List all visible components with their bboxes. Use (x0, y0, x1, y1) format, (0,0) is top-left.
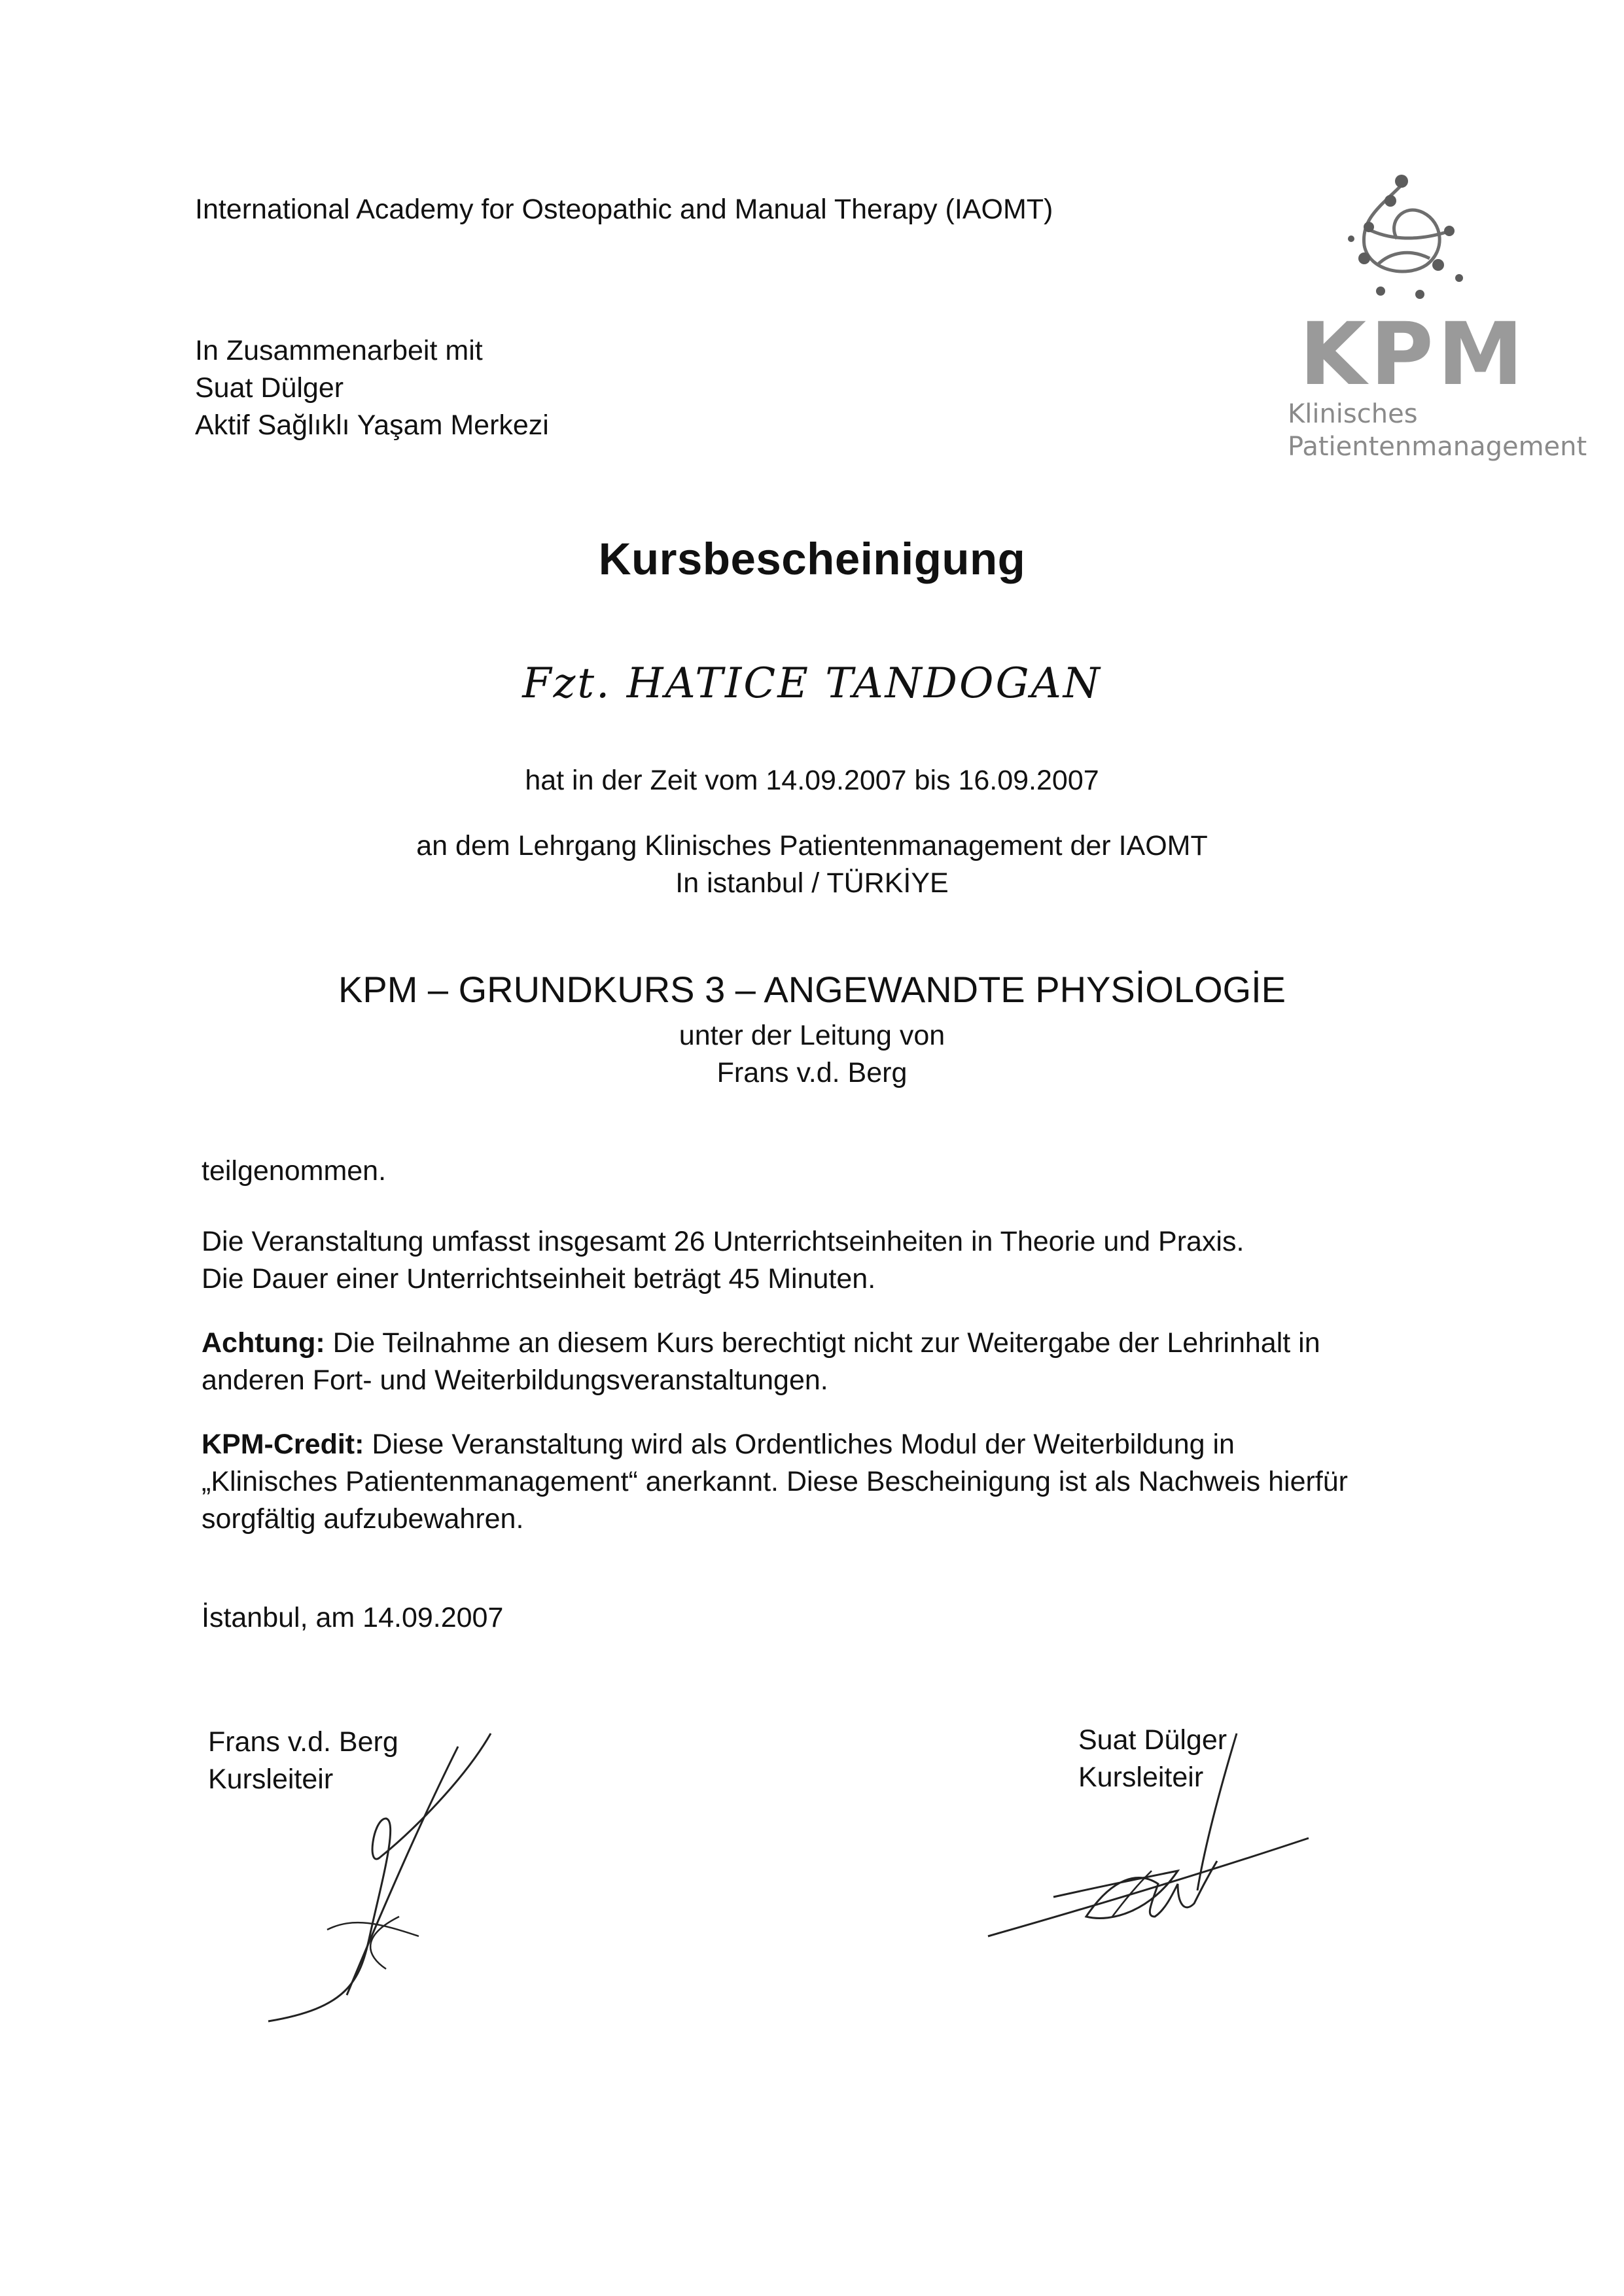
collaboration-block (195, 332, 549, 444)
signer-role: Kursleiteir (208, 1763, 334, 1795)
credit-text: „Klinisches Patientenmanagement“ anerkannt. Diese Bescheinigung ist als Nachweis hierfür (202, 1465, 1348, 1497)
logo-subtitle: Patientenmanagement (1288, 432, 1587, 462)
participated-text: teilgenommen. (202, 1155, 387, 1187)
notice-text: anderen Fort- und Weiterbildungsveranstaltungen. (202, 1364, 828, 1396)
certificate-title: Kursbescheinigung (598, 534, 1026, 584)
signer-name: Suat Dülger (1078, 1724, 1227, 1756)
credit-text: Diese Veranstaltung wird als Ordentliches Modul der Weiterbildung in (364, 1429, 1235, 1460)
signature-right-icon (981, 1720, 1322, 1956)
course-description: an dem Lehrgang Klinisches Patientenmanagement der IAOMT (416, 830, 1208, 861)
collaboration-center: Aktif Sağlıklı Yaşam Merkezi (195, 409, 549, 441)
units-paragraph (202, 1223, 1244, 1298)
course-title: KPM – GRUNDKURS 3 – ANGEWANDTE PHYSİOLOGİE (338, 969, 1286, 1010)
credit-paragraph (202, 1426, 1348, 1537)
course-leader (0, 1017, 1624, 1092)
course-info (0, 827, 1624, 902)
participant-name: Fzt. HATICE TANDOGAN (522, 659, 1102, 708)
figure-star-icon (1230, 167, 1597, 311)
notice-text: Die Teilnahme an diesem Kurs berechtigt nicht zur Weitergabe der Lehrinhalt in (325, 1327, 1320, 1359)
signer-role: Kursleiteir (1078, 1761, 1204, 1793)
leader-name: Frans v.d. Berg (716, 1056, 908, 1088)
signature-left-icon (249, 1720, 497, 2028)
credit-label: KPM-Credit: (202, 1429, 364, 1460)
kpm-logo (1230, 167, 1597, 474)
organization-name: International Academy for Osteopathic and Manual Therapy (IAOMT) (195, 194, 1053, 225)
units-line: Die Veranstaltung umfasst insgesamt 26 Unterrichtseinheiten in Theorie und Praxis. (202, 1226, 1244, 1257)
notice-label: Achtung: (202, 1327, 325, 1359)
credit-text: sorgfältig aufzubewahren. (202, 1503, 524, 1535)
duration-line: Die Dauer einer Unterrichtseinheit beträgt 45 Minuten. (202, 1262, 876, 1295)
place-date: İstanbul, am 14.09.2007 (202, 1602, 504, 1633)
logo-wordmark: KPM (1299, 304, 1528, 405)
leader-intro: unter der Leitung von (679, 1020, 945, 1051)
notice-paragraph (202, 1325, 1320, 1399)
course-period: hat in der Zeit vom 14.09.2007 bis 16.09.2007 (525, 765, 1099, 796)
collaboration-partner: Suat Dülger (195, 372, 344, 404)
course-location: In istanbul / TÜRKİYE (675, 867, 949, 899)
signer-name: Frans v.d. Berg (208, 1726, 398, 1758)
collaboration-line: In Zusammenarbeit mit (195, 335, 483, 366)
logo-subtitle: Klinisches (1288, 399, 1418, 429)
